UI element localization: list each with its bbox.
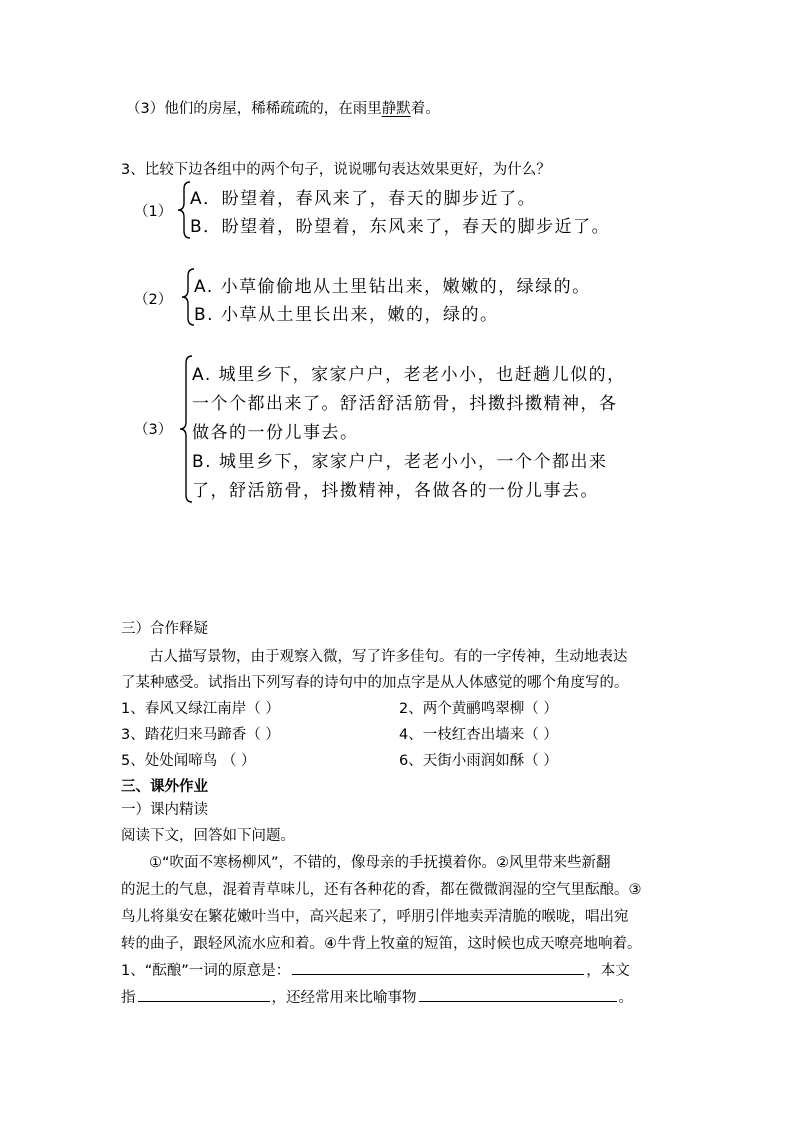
poem-item-5: 5、处处闻啼鸟 （ ）: [121, 753, 256, 769]
emphasized-word: 静默: [381, 101, 411, 117]
section-para-line-2: 了某种感受。试指出下列写春的诗句中的加点字是从人体感觉的哪个角度写的。: [121, 675, 629, 691]
poem-item-2: 2、两个黄鹂鸣翠柳（ ）: [399, 701, 558, 717]
group-3-line-2: 一个个都出来了。舒活舒活筋骨，抖擞抖擞精神，各: [192, 394, 618, 414]
poem-item-3: 3、踏花归来马蹄香（ ）: [121, 727, 280, 743]
question-1-mid: ，本文: [586, 963, 630, 979]
reading-para-line-1: ①“吹面不寒杨柳风”，不错的，像母亲的手抚摸着你。②风里带来些新翻: [149, 855, 611, 871]
poem-item-6: 6、天街小雨润如酥（ ）: [399, 753, 558, 769]
section-para-line-1: 古人描写景物，由于观察入微，写了许多佳句。有的一字传神，生动地表达: [149, 649, 628, 665]
q-text: （3）他们的房屋，稀稀疏疏的，在雨里: [126, 101, 382, 117]
homework-heading: 三、课外作业: [121, 779, 208, 795]
group-3-line-5: 了，舒活筋骨，抖擞精神，各做各的一份儿事去。: [192, 481, 599, 501]
question-1-line-1: [121, 959, 630, 980]
group-1-number: （1）: [134, 204, 173, 220]
group-3-line-3: 做各的一份儿事去。: [192, 423, 359, 443]
poem-item-1: 1、春风又绿江南岸（ ）: [121, 701, 280, 717]
group-3-line-1: A. 城里乡下，家家户户，老老小小，也赶趟儿似的，: [192, 365, 626, 385]
answer-blank-2[interactable]: [138, 1000, 270, 1002]
section-heading-cooperate: 三）合作释疑: [121, 621, 208, 637]
group-1-line-a: A．盼望着，春风来了，春天的脚步近了。: [190, 189, 537, 209]
question-1-metaphor: ，还经常用来比喻事物: [271, 990, 417, 1006]
group-2-line-a: A. 小草偷偷地从土里钻出来，嫩嫩的，绿绿的。: [194, 277, 591, 297]
question-1-refers: 指: [121, 990, 136, 1006]
homework-subheading: 一）课内精读: [121, 802, 208, 818]
question-line-3: [126, 97, 440, 118]
group-3-number: （3）: [134, 422, 173, 438]
reading-para-line-4: 转的曲子，跟轻风流水应和着。④牛背上牧童的短笛，这时候也成天嘹亮地响着。: [121, 936, 642, 952]
q-text-end: 着。: [410, 101, 440, 117]
question-1-line-2: [121, 986, 633, 1007]
q3-title: 3、比较下边各组中的两个句子，说说哪句表达效果更好，为什么？: [121, 162, 551, 178]
reading-para-line-3: 鸟儿将巢安在繁花嫩叶当中，高兴起来了，呼朋引伴地卖弄清脆的喉咙，唱出宛: [121, 909, 629, 925]
group-1-line-b: B．盼望着，盼望着，东风来了，春天的脚步近了。: [190, 217, 611, 237]
reading-para-line-2: 的泥土的气息，混着青草味儿，还有各种花的香，都在微微润湿的空气里酝酿。③: [121, 882, 642, 898]
question-1-prompt: 1、“酝酿”一词的原意是：: [121, 963, 291, 979]
group-2-line-b: B. 小草从土里长出来，嫩的，绿的。: [194, 305, 499, 325]
poem-item-4: 4、一枝红杏出墙来（ ）: [399, 727, 558, 743]
answer-blank-3[interactable]: [419, 1000, 617, 1002]
question-1-end: 。: [618, 990, 633, 1006]
group-2-number: （2）: [134, 292, 173, 308]
homework-instruction: 阅读下文，回答如下问题。: [121, 828, 295, 844]
group-3-line-4: B. 城里乡下，家家户户，老老小小，一个个都出来: [192, 452, 608, 472]
answer-blank-1[interactable]: [292, 973, 584, 975]
